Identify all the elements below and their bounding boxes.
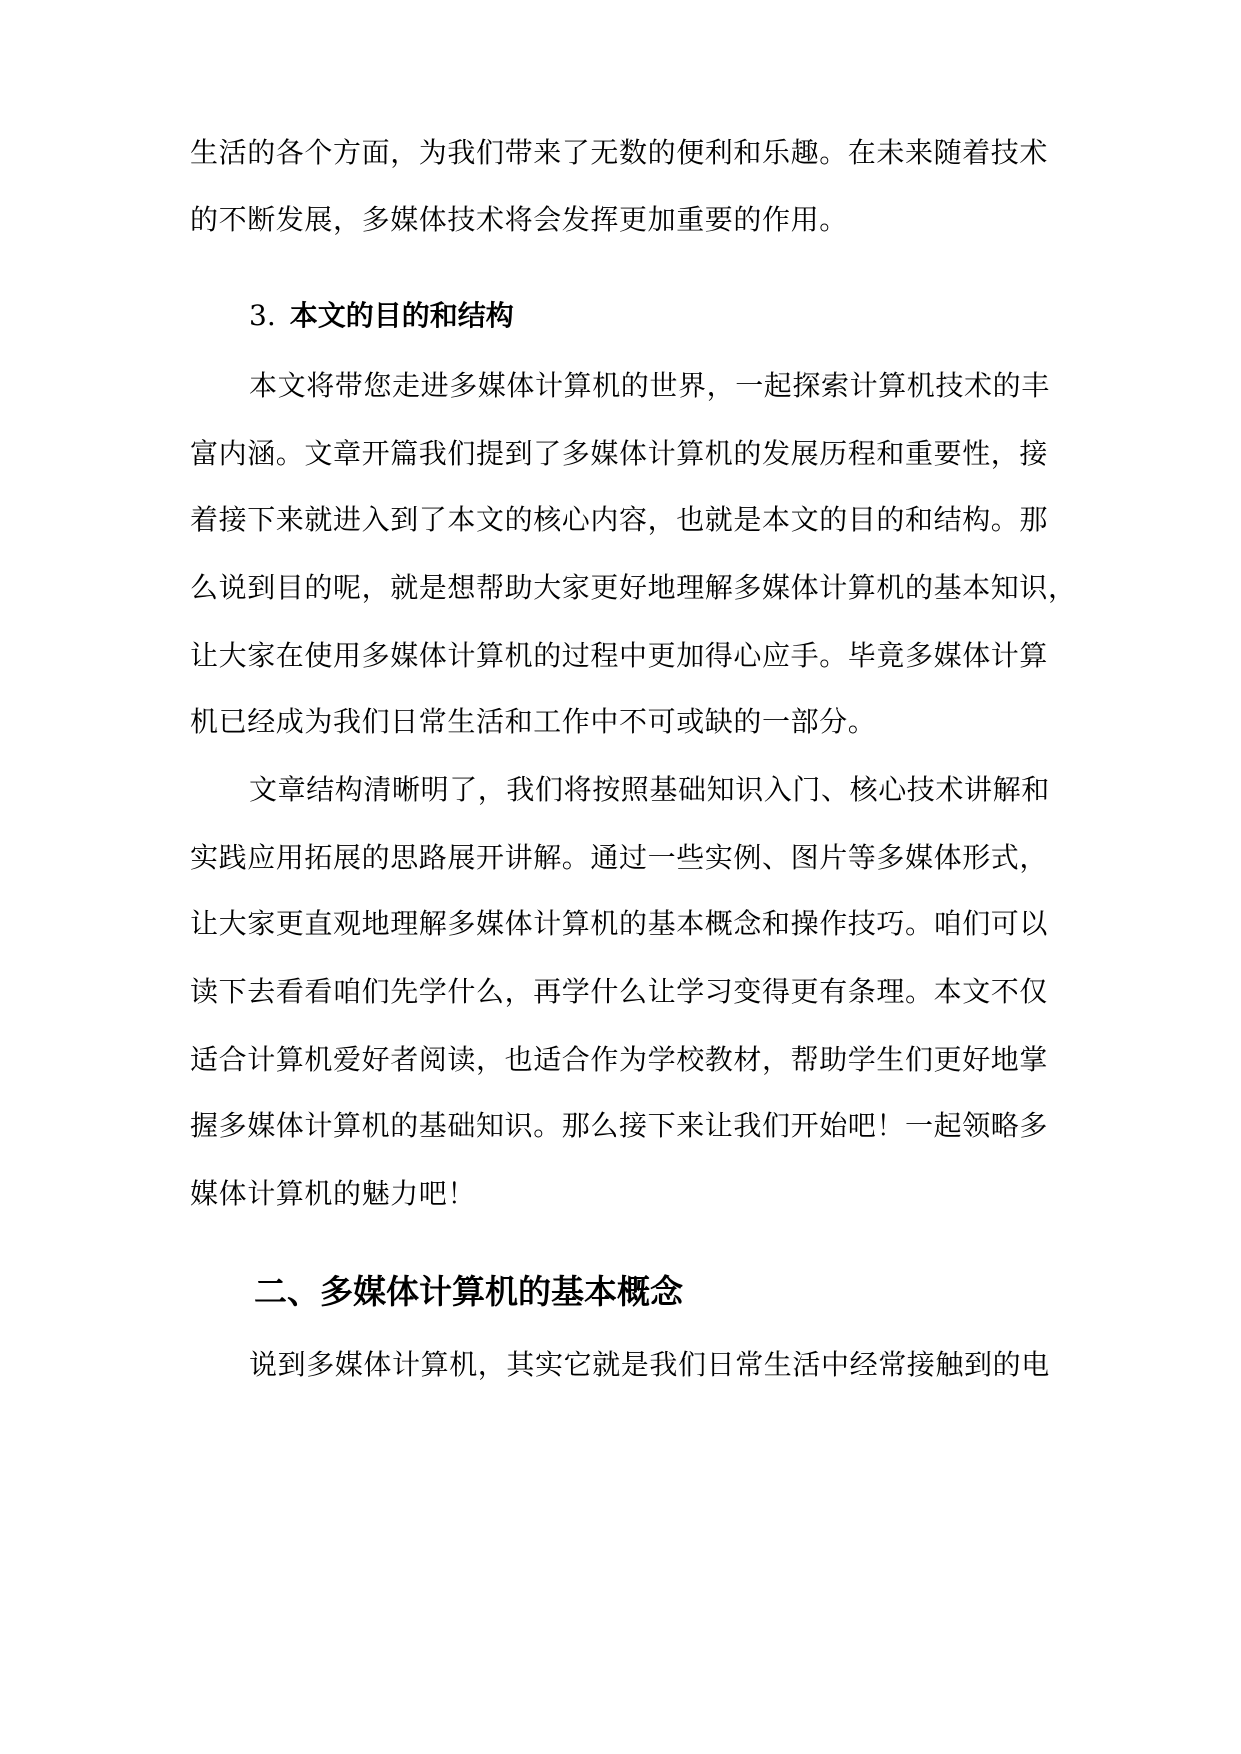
text-line: 说到多媒体计算机，其实它就是我们日常生活中经常接触到的电 bbox=[249, 1348, 1050, 1381]
text-line: 机已经成为我们日常生活和工作中不可或缺的一部分。 bbox=[190, 705, 877, 738]
text-line: 着接下来就进入到了本文的核心内容，也就是本文的目的和结构。那 bbox=[190, 503, 1049, 536]
text-line: 读下去看看咱们先学什么，再学什么让学习变得更有条理。本文不仅 bbox=[190, 975, 1049, 1008]
text-line: 让大家在使用多媒体计算机的过程中更加得心应手。毕竟多媒体计算 bbox=[190, 639, 1049, 672]
chapter-heading: 二、多媒体计算机的基本概念 bbox=[254, 1272, 683, 1311]
text-line: 的不断发展，多媒体技术将会发挥更加重要的作用。 bbox=[190, 203, 848, 236]
section-number: 3. bbox=[249, 299, 276, 332]
text-line: 媒体计算机的魅力吧！ bbox=[190, 1177, 477, 1210]
text-line: 让大家更直观地理解多媒体计算机的基本概念和操作技巧。咱们可以 bbox=[190, 907, 1049, 940]
text-line: 富内涵。文章开篇我们提到了多媒体计算机的发展历程和重要性，接 bbox=[190, 437, 1049, 470]
text-line: 文章结构清晰明了，我们将按照基础知识入门、核心技术讲解和 bbox=[249, 773, 1050, 806]
section-heading bbox=[249, 296, 514, 336]
text-line: 握多媒体计算机的基础知识。那么接下来让我们开始吧！一起领略多 bbox=[190, 1109, 1049, 1142]
section-title: 本文的目的和结构 bbox=[289, 299, 514, 332]
text-line: 么说到目的呢，就是想帮助大家更好地理解多媒体计算机的基本知识， bbox=[190, 571, 1077, 604]
text-line: 本文将带您走进多媒体计算机的世界，一起探索计算机技术的丰 bbox=[249, 369, 1050, 402]
text-line: 实践应用拓展的思路展开讲解。通过一些实例、图片等多媒体形式， bbox=[190, 841, 1049, 874]
text-line: 生活的各个方面，为我们带来了无数的便利和乐趣。在未来随着技术 bbox=[190, 136, 1049, 169]
text-line: 适合计算机爱好者阅读，也适合作为学校教材，帮助学生们更好地掌 bbox=[190, 1043, 1049, 1076]
